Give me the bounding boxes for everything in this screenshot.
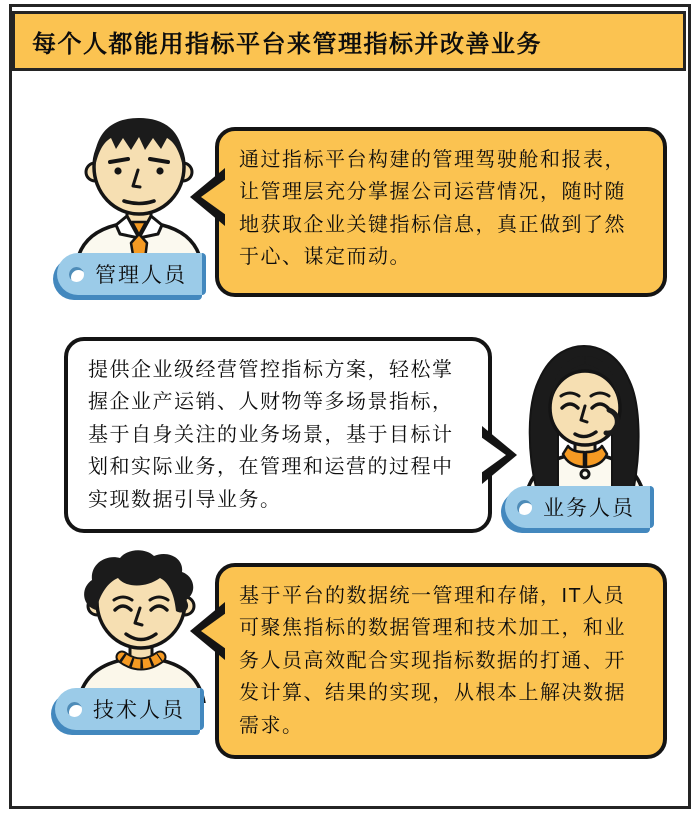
tag-hole-dot — [67, 702, 82, 717]
tag-hole-dot — [517, 500, 532, 515]
speech-tail-right-icon — [481, 425, 517, 485]
tech-role-label: 技术人员 — [93, 699, 185, 722]
tech-speech-bubble — [215, 563, 667, 759]
manager-speech-text: 通过指标平台构建的管理驾驶舱和报表，让管理层充分掌握公司运营情况，随时随地获取企业关键指标信息，真正做到了然于心、谋定而动。 — [239, 149, 626, 269]
tag-hole-dot — [69, 267, 84, 282]
manager-person-icon — [70, 112, 208, 267]
manager-role-tag — [57, 253, 206, 295]
business-role-tag — [505, 486, 654, 528]
speech-tail-left-icon — [190, 601, 226, 661]
tech-role-tag — [55, 688, 204, 730]
business-role-label: 业务人员 — [543, 497, 635, 520]
header-banner — [12, 11, 686, 71]
business-avatar — [513, 340, 655, 500]
manager-role-label: 管理人员 — [95, 264, 187, 287]
manager-speech-bubble — [215, 127, 667, 297]
business-person-icon — [513, 340, 655, 500]
page-title: 每个人都能用指标平台来管理指标并改善业务 — [32, 30, 542, 58]
business-speech-bubble — [64, 337, 492, 533]
business-speech-text: 提供企业级经营管控指标方案，轻松掌握企业产运销、人财物等多场景指标，基于自身关注的业务场景，基于目标计划和实际业务，在管理和运营的过程中实现数据引导业务。 — [88, 359, 454, 511]
speech-tail-left-icon — [190, 167, 226, 227]
manager-avatar — [70, 112, 208, 267]
tech-speech-text: 基于平台的数据统一管理和存储，IT人员可聚焦指标的数据管理和技术加工，和业务人员高效配合实现指标数据的打通、开发计算、结果的实现，从根本上解决数据需求。 — [239, 585, 626, 737]
